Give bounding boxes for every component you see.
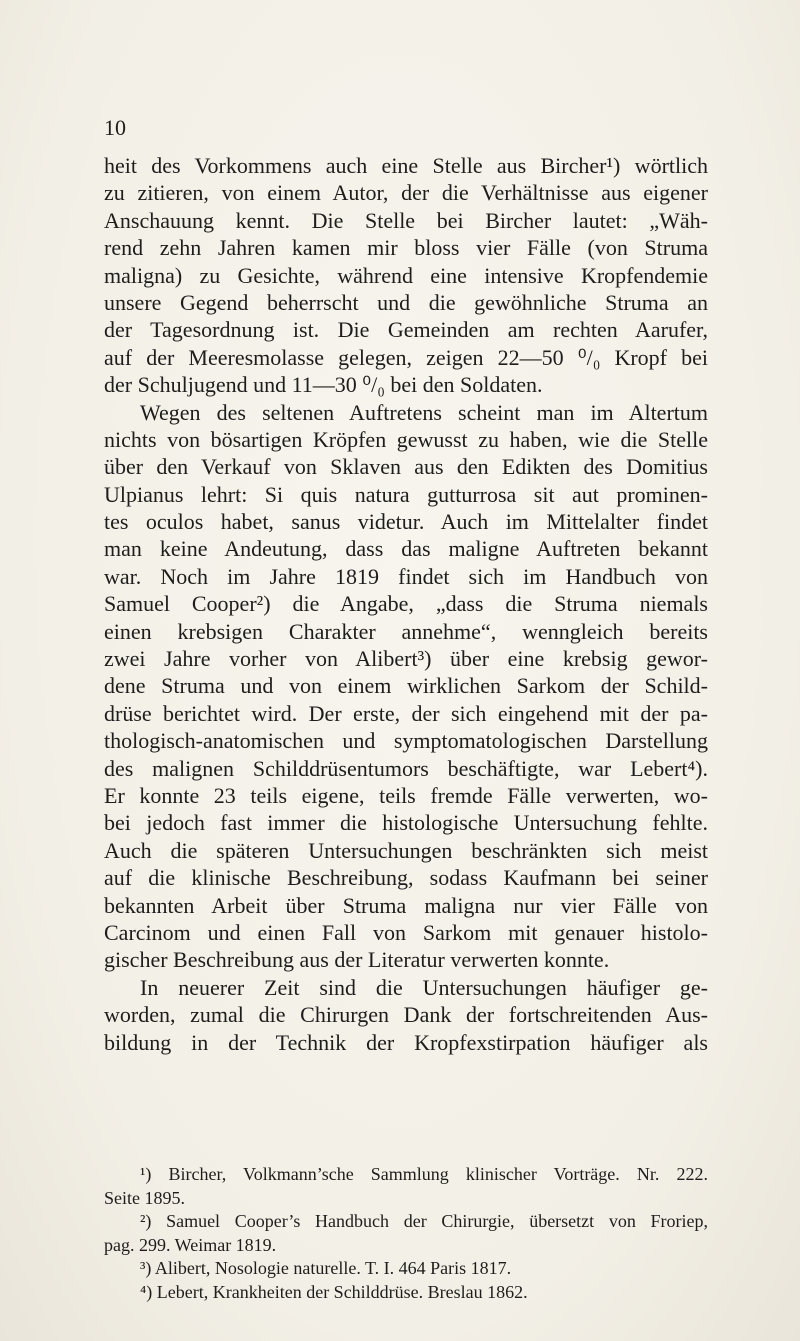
footnote-line: ³) Alibert, Nosologie naturelle. T. I. 464 Paris 1817. [140, 1258, 512, 1279]
text-line: In neuerer Zeit sind die Untersuchungen häufiger ge- [140, 974, 708, 1000]
text-line: einen krebsigen Charakter annehme“, wenngleich bereits [104, 618, 708, 644]
text-line: Samuel Cooper²) die Angabe, „dass die Struma niemals [104, 591, 708, 617]
text-line: dene Struma und von einem wirklichen Sarkom der Schild- [104, 673, 708, 699]
text-line: auf der Meeresmolasse gelegen, zeigen 22—50 ⁰/₀ Kropf bei [104, 344, 708, 370]
text-line: drüse berichtet wird. Der erste, der sich eingehend mit der pa- [104, 700, 708, 726]
text-line: heit des Vorkommens auch eine Stelle aus Bircher¹) wörtlich [104, 153, 708, 178]
text-line: der Tagesordnung ist. Die Gemeinden am rechten Aarufer, [104, 317, 708, 343]
text-line: Auch die späteren Untersuchungen beschränkten sich meist [104, 837, 708, 863]
text-line: der Schuljugend und 11—30 ⁰/₀ bei den Soldaten. [104, 372, 543, 398]
text-line: Er konnte 23 teils eigene, teils fremde Fälle verwerten, wo- [104, 782, 708, 808]
text-line: bei jedoch fast immer die histologische Untersuchung fehlte. [104, 810, 708, 836]
footnote-line: ¹) Bircher, Volkmann’sche Sammlung klinischer Vorträge. Nr. 222. [140, 1164, 708, 1184]
footnote-line: Seite 1895. [104, 1187, 185, 1208]
text-line: maligna) zu Gesichte, während eine intensive Kropfendemie [104, 262, 708, 288]
text-line: bildung in der Technik der Kropfexstirpation häufiger als [104, 1029, 708, 1055]
text-line: Carcinom und einen Fall von Sarkom mit genauer histolo- [104, 919, 708, 945]
text-line: thologisch-anatomischen und symptomatologischen Darstellung [104, 728, 708, 754]
text-line: Ulpianus lehrt: Si quis natura gutturrosa sit aut prominen- [104, 481, 708, 507]
text-line: gischer Beschreibung aus der Literatur verwerten konnte. [104, 947, 610, 973]
text-line: war. Noch im Jahre 1819 findet sich im Handbuch von [104, 563, 708, 589]
text-line: bekannten Arbeit über Struma maligna nur vier Fälle von [104, 892, 708, 918]
text-line: zwei Jahre vorher von Alibert³) über eine krebsig gewor- [104, 646, 708, 672]
footnote-line: ⁴) Lebert, Krankheiten der Schilddrüse. Breslau 1862. [140, 1281, 528, 1302]
page-number: 10 [104, 115, 126, 140]
text-line: rend zehn Jahren kamen mir bloss vier Fälle (von Struma [104, 235, 708, 261]
footnote-line: ²) Samuel Cooper’s Handbuch der Chirurgie, übersetzt von Froriep, [140, 1211, 708, 1232]
text-line: unsere Gegend beherrscht und die gewöhnliche Struma an [104, 289, 708, 315]
body-text [104, 152, 708, 1056]
text-line: nichts von bösartigen Kröpfen gewusst zu haben, wie die Stelle [104, 426, 708, 452]
text-line: tes oculos habet, sanus videtur. Auch im Mittelalter findet [104, 509, 708, 535]
footnote-line: pag. 299. Weimar 1819. [104, 1234, 277, 1255]
footnotes [104, 1163, 708, 1305]
text-line: worden, zumal die Chirurgen Dank der fortschreitenden Aus- [104, 1002, 708, 1028]
text-line: Wegen des seltenen Auftretens scheint man im Altertum [140, 399, 708, 425]
text-line: des malignen Schilddrüsentumors beschäftigte, war Lebert⁴). [104, 755, 708, 781]
text-line: man keine Andeutung, dass das maligne Auftreten bekannt [104, 536, 708, 562]
text-line: auf die klinische Beschreibung, sodass Kaufmann bei seiner [104, 865, 708, 891]
text-line: Anschauung kennt. Die Stelle bei Bircher lautet: „Wäh- [104, 207, 708, 233]
text-line: zu zitieren, von einem Autor, der die Verhältnisse aus eigener [104, 180, 708, 206]
text-line: über den Verkauf von Sklaven aus den Edikten des Domitius [104, 454, 708, 480]
